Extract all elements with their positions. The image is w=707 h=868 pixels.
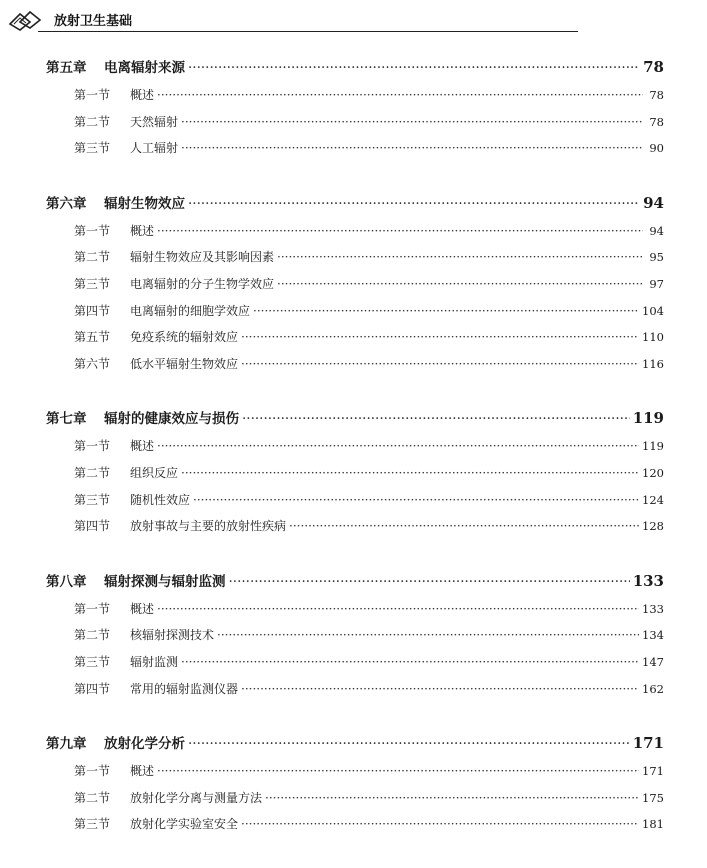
section-entry[interactable] (46, 517, 664, 544)
leader-dots (217, 628, 639, 642)
section-number: 第四节 (74, 519, 111, 534)
chapter-number: 第五章 (46, 60, 87, 76)
section-title: 概述 (130, 601, 155, 616)
section-page-number: 78 (649, 114, 664, 129)
leader-dots (229, 574, 630, 590)
section-entry[interactable] (46, 355, 664, 382)
section-title: 放射化学分离与测量方法 (130, 790, 263, 805)
chapter-page-number: 78 (643, 58, 664, 76)
chapter-number: 第六章 (46, 195, 87, 212)
section-title: 辐射生物效应及其影响因素 (130, 250, 275, 265)
section-entry[interactable] (46, 762, 664, 789)
section-number: 第一节 (74, 88, 111, 102)
section-entry[interactable] (46, 222, 664, 249)
chapter-page-number: 171 (632, 734, 664, 753)
section-entry[interactable] (46, 680, 664, 707)
chapter-page-number: 119 (632, 409, 664, 428)
chapter-entry[interactable] (46, 56, 664, 86)
leader-dots (289, 519, 639, 533)
section-number: 第三节 (74, 276, 111, 291)
section-number: 第二节 (74, 790, 111, 805)
chapter-title: 辐射探测与辐射监测 (104, 573, 226, 590)
page-header (8, 6, 578, 34)
section-entry[interactable] (46, 626, 664, 653)
section-entry[interactable] (46, 491, 664, 518)
section-entry[interactable] (46, 328, 664, 355)
section-title: 天然辐射 (130, 114, 179, 129)
section-title: 随机性效应 (130, 492, 191, 507)
section-page-number: 94 (649, 223, 664, 238)
chapter-entry[interactable] (46, 192, 664, 222)
leader-dots (241, 330, 639, 344)
chapter-title: 放射化学分析 (104, 736, 185, 753)
section-number: 第二节 (74, 628, 111, 643)
section-title: 电离辐射的细胞学效应 (130, 303, 251, 318)
section-number: 第三节 (74, 141, 111, 156)
section-title: 免疫系统的辐射效应 (130, 330, 239, 345)
section-page-number: 134 (642, 628, 664, 643)
section-entry[interactable] (46, 437, 664, 464)
section-number: 第一节 (74, 764, 111, 779)
chapter-number: 第八章 (46, 573, 87, 590)
section-entry[interactable] (46, 815, 664, 842)
leader-dots (188, 196, 639, 212)
section-number: 第一节 (74, 223, 111, 238)
leader-dots (181, 141, 643, 155)
section-entry[interactable] (46, 653, 664, 680)
section-entry[interactable] (46, 139, 664, 166)
chapter-block (46, 407, 664, 543)
section-number: 第一节 (74, 601, 111, 616)
section-page-number: 120 (642, 465, 664, 480)
section-page-number: 95 (649, 250, 664, 265)
section-title: 电离辐射的分子生物学效应 (130, 276, 275, 291)
chapter-entry[interactable] (46, 732, 664, 762)
chapter-entry[interactable] (46, 407, 664, 437)
section-page-number: 110 (642, 330, 664, 345)
chapter-number: 第七章 (46, 411, 87, 428)
section-page-number: 162 (642, 681, 664, 696)
leader-dots (277, 277, 643, 291)
section-title: 低水平辐射生物效应 (130, 356, 239, 371)
leader-dots (193, 493, 639, 507)
table-of-contents (46, 56, 664, 868)
leader-dots (265, 791, 639, 805)
section-entry[interactable] (46, 275, 664, 302)
leader-dots (157, 439, 639, 453)
section-number: 第一节 (74, 439, 111, 454)
section-page-number: 171 (642, 764, 664, 779)
section-number: 第四节 (74, 681, 111, 696)
section-page-number: 181 (642, 817, 664, 832)
leader-dots (157, 602, 639, 616)
section-number: 第三节 (74, 654, 111, 669)
leader-dots (253, 304, 639, 318)
book-title: 放射卫生基础 (54, 14, 133, 29)
section-title: 概述 (130, 223, 155, 238)
section-title: 概述 (130, 764, 155, 779)
section-title: 常用的辐射监测仪器 (130, 681, 239, 696)
section-entry[interactable] (46, 302, 664, 329)
section-page-number: 119 (642, 439, 664, 454)
chapter-title: 辐射生物效应 (104, 195, 185, 212)
section-entry[interactable] (46, 600, 664, 627)
chapter-block (46, 192, 664, 382)
leader-dots (181, 115, 643, 129)
chapter-block (46, 570, 664, 706)
chapter-block (46, 732, 664, 842)
section-number: 第三节 (74, 492, 111, 507)
section-number: 第二节 (74, 465, 111, 480)
section-page-number: 116 (642, 356, 664, 371)
section-entry[interactable] (46, 113, 664, 140)
section-page-number: 97 (649, 276, 664, 291)
section-page-number: 175 (642, 790, 664, 805)
section-entry[interactable] (46, 464, 664, 491)
leader-dots (241, 817, 639, 831)
chapter-block (46, 56, 664, 166)
section-page-number: 90 (649, 141, 664, 156)
chapter-title: 辐射的健康效应与损伤 (104, 411, 239, 428)
leader-dots (181, 466, 639, 480)
leader-dots (157, 88, 643, 102)
section-title: 辐射监测 (130, 654, 179, 669)
section-number: 第二节 (74, 250, 111, 265)
book-logo-icon (8, 8, 48, 32)
section-number: 第六节 (74, 356, 111, 371)
leader-dots (188, 736, 630, 752)
section-title: 概述 (130, 439, 155, 454)
leader-dots (242, 411, 630, 427)
section-page-number: 128 (642, 519, 664, 534)
section-title: 组织反应 (130, 465, 179, 480)
section-title: 核辐射探测技术 (130, 628, 215, 643)
leader-dots (188, 60, 639, 76)
section-entry[interactable] (46, 248, 664, 275)
section-page-number: 104 (642, 303, 664, 318)
leader-dots (277, 250, 643, 264)
leader-dots (157, 764, 639, 778)
section-entry[interactable] (46, 86, 664, 113)
section-title: 放射事故与主要的放射性疾病 (130, 519, 287, 534)
chapter-page-number: 94 (643, 193, 664, 212)
section-title: 人工辐射 (130, 141, 179, 156)
chapter-entry[interactable] (46, 570, 664, 600)
chapter-number: 第九章 (46, 736, 87, 753)
section-page-number: 147 (642, 654, 664, 669)
chapter-title: 电离辐射来源 (104, 60, 185, 76)
header-rule (38, 31, 578, 32)
section-title: 概述 (130, 88, 155, 102)
leader-dots (241, 682, 639, 696)
section-number: 第三节 (74, 817, 111, 832)
section-number: 第五节 (74, 330, 111, 345)
section-number: 第二节 (74, 114, 111, 129)
chapter-page-number: 133 (632, 571, 664, 590)
section-page-number: 133 (642, 601, 664, 616)
section-page-number: 78 (649, 88, 664, 102)
section-page-number: 124 (642, 492, 664, 507)
leader-dots (157, 224, 643, 238)
section-title: 放射化学实验室安全 (130, 817, 239, 832)
leader-dots (241, 357, 639, 371)
leader-dots (181, 655, 639, 669)
section-entry[interactable] (46, 789, 664, 816)
section-number: 第四节 (74, 303, 111, 318)
